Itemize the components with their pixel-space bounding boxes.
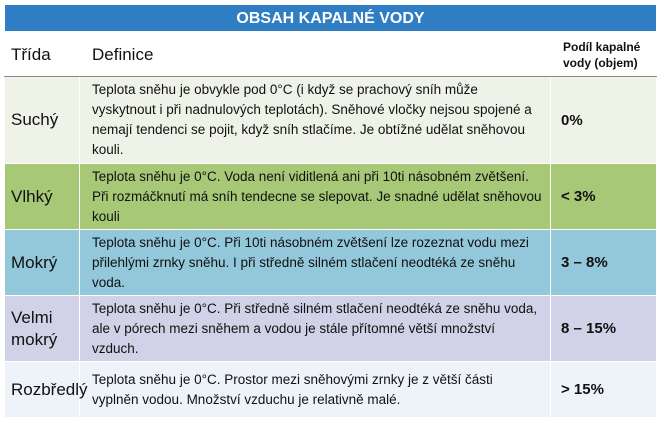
row-share: 3 – 8% <box>551 230 657 296</box>
row-share: 8 – 15% <box>551 296 657 362</box>
row-definition: Teplota sněhu je obvykle pod 0°C (i když se prachový sníh může vyskytnout i při nadnulových teplotách). Sněhové vločky nejsou spojené a nemají tendenci se pojit, když sníh stlačíme. Je obtížné udělat sněhovou kouli. <box>80 77 551 164</box>
header-definition: Definice <box>80 33 551 77</box>
row-class: Vlhký <box>5 164 80 230</box>
row-definition: Teplota sněhu je 0°C. Při středně silném stlačení neodtéká ze sněhu voda, ale v pórech mezi sněhem a vodou je stále přítomné větší množství vzduch. <box>80 296 551 362</box>
row-class: Suchý <box>5 77 80 164</box>
liquid-water-table <box>4 4 657 418</box>
row-definition: Teplota sněhu je 0°C. Voda není viditlená ani při 10ti násobném zvětšení. Při rozmáčknutí má sníh tendecne se slepovat. Je snadné udělat sněhovou kouli <box>80 164 551 230</box>
table-row <box>5 296 657 362</box>
header-share: Podíl kapalné vody (objem) <box>551 33 657 77</box>
table-row <box>5 164 657 230</box>
table-title: OBSAH KAPALNÉ VODY <box>4 4 657 32</box>
row-share: 0% <box>551 77 657 164</box>
table-row <box>5 77 657 164</box>
table-row <box>5 230 657 296</box>
header-class: Třída <box>5 33 80 77</box>
row-class: Velmi mokrý <box>5 296 80 362</box>
table-header-row <box>5 33 657 77</box>
row-definition: Teplota sněhu je 0°C. Prostor mezi sněhovými zrnky je z větší části vyplněn vodou. Množství vzduchu je relativně malé. <box>80 362 551 418</box>
row-definition: Teplota sněhu je 0°C. Při 10ti násobném zvětšení lze rozeznat vodu mezi přilehlými zrnky sněhu. I při středně silném stlačení neodtéká ze sněhu voda. <box>80 230 551 296</box>
row-share: > 15% <box>551 362 657 418</box>
table-row <box>5 362 657 418</box>
row-class: Mokrý <box>5 230 80 296</box>
classification-table <box>4 32 657 418</box>
row-share: < 3% <box>551 164 657 230</box>
row-class: Rozbředlý <box>5 362 80 418</box>
